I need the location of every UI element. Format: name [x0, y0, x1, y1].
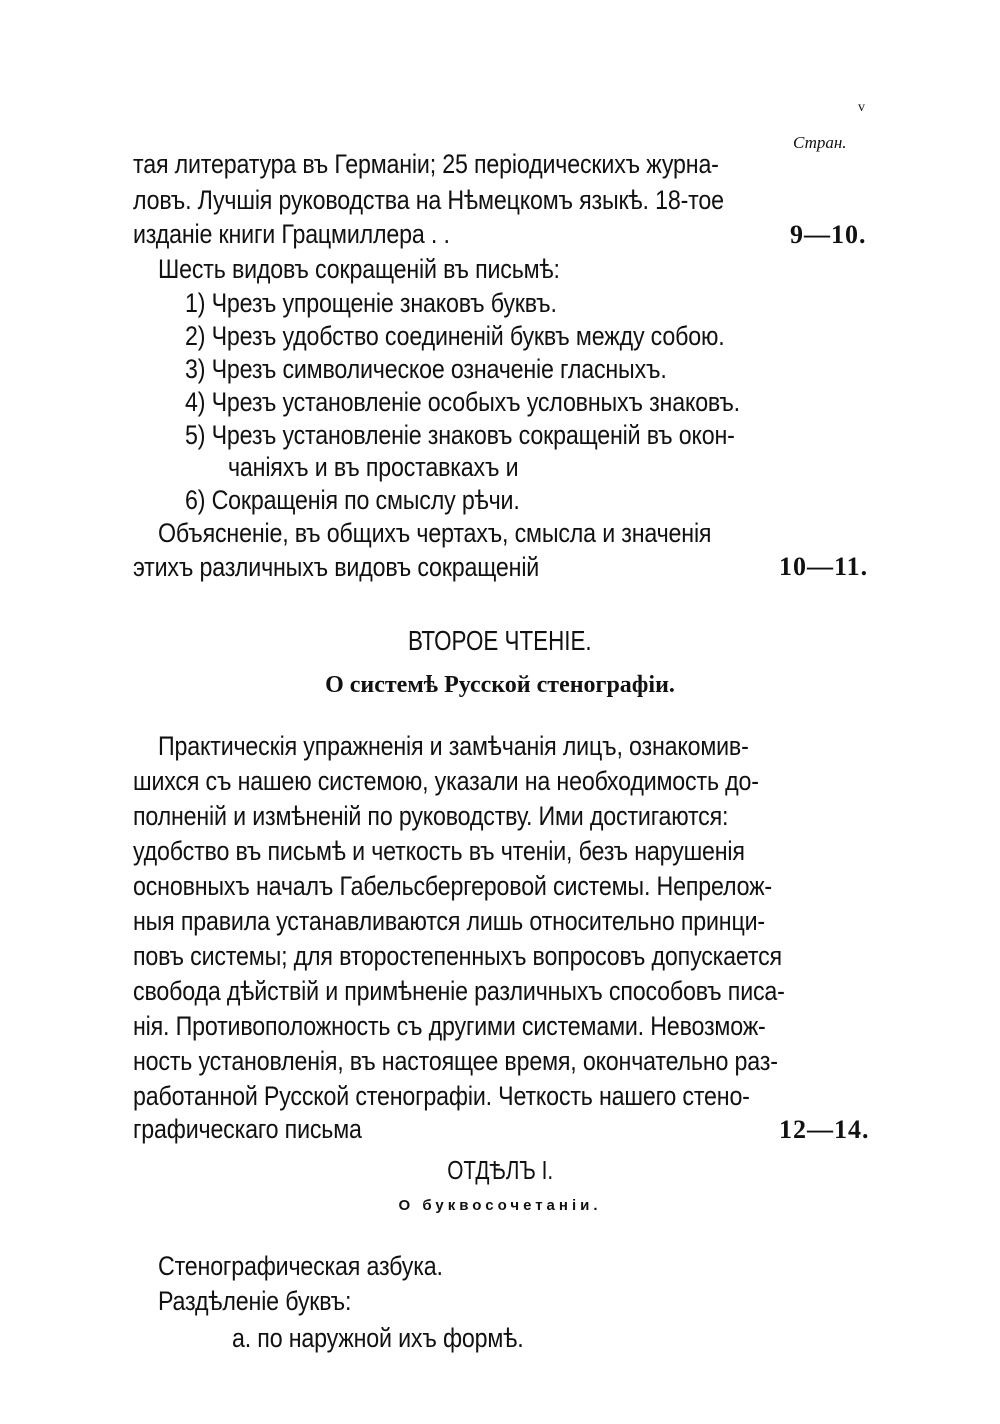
list-item-continuation: чаніяхъ и въ проставкахъ и: [228, 452, 519, 482]
text-line: шихся съ нашею системою, указали на необходимость до-: [133, 766, 759, 796]
list-intro: Шесть видовъ сокращеній въ письмѣ:: [158, 254, 560, 284]
text-line: Практическія упражненія и замѣчанія лицъ, ознакомив-: [158, 731, 749, 761]
text-line: основныхъ началъ Габельсбергеровой системы. Непрелож-: [133, 871, 772, 901]
text-line: ныя правила устанавливаются лишь относительно принци-: [133, 906, 765, 936]
section-title: ВТОРОЕ ЧТЕНІЕ.: [408, 625, 592, 656]
text-line: этихъ различныхъ видовъ сокращеній: [133, 552, 540, 582]
page-reference: 10—11.: [779, 552, 869, 581]
page-reference: 12—14.: [779, 1115, 870, 1144]
text-line: Раздѣленіе буквъ:: [158, 1286, 352, 1316]
text-line: работанной Русской стенографіи. Четкость нашего стено-: [133, 1081, 750, 1111]
text-line: полненій и измѣненій по руководству. Ими достигаются:: [133, 801, 729, 831]
section-subtitle: О системѣ Русской стенографіи.: [325, 672, 675, 698]
text-line: тая литература въ Германіи; 25 періодическихъ журна-: [133, 149, 719, 179]
text-line: ловъ. Лучшія руководства на Нѣмецкомъ языкѣ. 18-тое: [133, 185, 724, 215]
text-line: Объясненіе, въ общихъ чертахъ, смысла и значенія: [158, 518, 712, 548]
page-reference: 9—10.: [790, 220, 867, 249]
section-subtitle: О буквосочетаніи.: [398, 1197, 602, 1214]
pages-column-header: Стран.: [793, 133, 847, 152]
list-item: 5) Чрезъ установленіе знаковъ сокращеній въ окон-: [185, 420, 735, 450]
text-line: нія. Противоположность съ другими системами. Невозмож-: [133, 1011, 766, 1041]
list-item: 3) Чрезъ символическое означеніе гласныхъ.: [185, 354, 667, 384]
text-line: удобство въ письмѣ и четкость въ чтеніи, безъ нарушенія: [133, 836, 745, 866]
text-line: ность установленія, въ настоящее время, окончательно раз-: [133, 1046, 778, 1076]
page-number: v: [858, 100, 865, 115]
list-item: 1) Чрезъ упрощеніе знаковъ буквъ.: [185, 288, 557, 318]
list-item: 4) Чрезъ установленіе особыхъ условныхъ знаковъ.: [185, 387, 740, 417]
text-line: свобода дѣйствій и примѣненіе различныхъ способовъ писа-: [133, 976, 785, 1006]
list-item: 2) Чрезъ удобство соединеній буквъ между собою.: [185, 321, 725, 351]
text-line: Стенографическая азбука.: [158, 1251, 443, 1281]
text-line: графическаго письма: [133, 1114, 362, 1144]
section-title: ОТДѢЛЪ I.: [447, 1155, 553, 1185]
list-item: 6) Сокращенія по смыслу рѣчи.: [185, 485, 520, 515]
text-line: изданіе книги Грацмиллера . .: [133, 219, 450, 249]
list-item: а. по наружной ихъ формѣ.: [232, 1323, 524, 1353]
text-line: повъ системы; для второстепенныхъ вопросовъ допускается: [133, 941, 782, 971]
